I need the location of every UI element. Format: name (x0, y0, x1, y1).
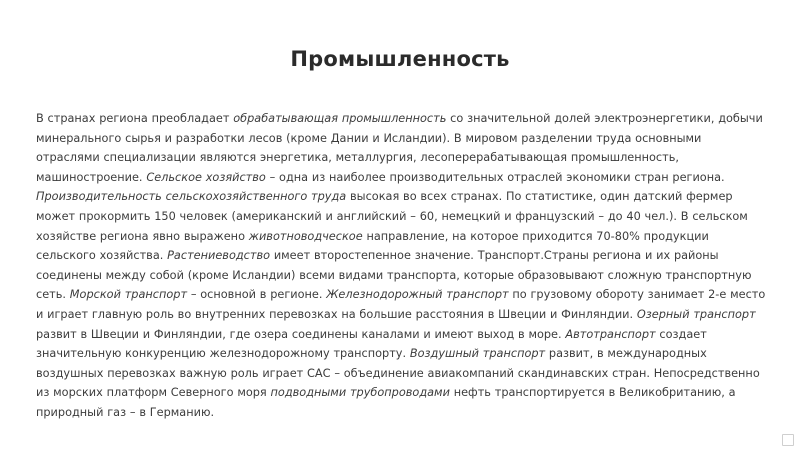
body-emphasis: животноводческое (248, 229, 363, 243)
body-segment: по грузовому обороту занимает 2-е место и играет главную роль во внутренних перевозках на большие расстояния в Швеции и Финляндии. (36, 288, 766, 321)
body-segment: развит, в международных воздушных перевозках важную роль играет САС – объединение авиакомпаний скандинавских стран. Непосредственно из морских платформ Северного моря (36, 347, 760, 400)
slide-title: Промышленность (290, 47, 510, 71)
body-segment: создает значительную конкуренцию железнодорожному транспорту. (36, 327, 707, 361)
body-emphasis: Озерный транспорт (636, 307, 756, 321)
body-segment: В странах региона преобладает (36, 112, 234, 125)
body-segment: – одна из наиболее производительных отраслей экономики стран региона. (265, 170, 725, 184)
body-segment: имеет второстепенное значение. Транспорт.Страны региона и их районы соединены между собой (кроме Исландии) всеми видами транспорта, которые образовывают сложную транспортную сеть. (36, 249, 752, 302)
body-emphasis: Железнодорожный транспорт (326, 288, 509, 302)
body-segment: нефть транспортируется в Великобританию, а природный газ – в Германию. (36, 386, 736, 419)
corner-mark (782, 434, 794, 446)
body-segment: развит в Швеции и Финляндии, где озера соединены каналами и имеют выход в море. (36, 327, 566, 341)
body-segment: направление, на которое приходится 70-80% продукции сельского хозяйства. (36, 229, 709, 263)
body-emphasis: Растениеводство (167, 249, 271, 263)
body-segment: высокая во всех странах. По статистике, один датский фермер может прокормить 150 человек (американский и английский – 60, немецкий и французский – до 40 чел.). В сельском хозяйстве региона явно выражено (36, 190, 748, 243)
body-segment: – основной в регионе. (187, 288, 327, 302)
body-emphasis: Сельское хозяйство (146, 170, 266, 184)
slide-body-text (36, 109, 766, 423)
body-emphasis: Воздушный транспорт (409, 347, 546, 361)
body-segment: со значительной долей электроэнергетики, добычи минерального сырья и разработки лесов (кроме Дании и Исландии). В мировом разделении труда основными отраслями специализации являются энергетика, металлургия, лесоперерабатывающая промышленность, машиностроение. (36, 112, 763, 184)
body-emphasis: Автотранспорт (565, 327, 656, 341)
body-emphasis: подводными трубопроводами (270, 386, 450, 400)
body-emphasis: обрабатывающая промышленность (233, 112, 447, 125)
body-emphasis: Морской транспорт (69, 288, 188, 302)
body-emphasis: Производительность сельскохозяйственного труда (36, 190, 347, 204)
